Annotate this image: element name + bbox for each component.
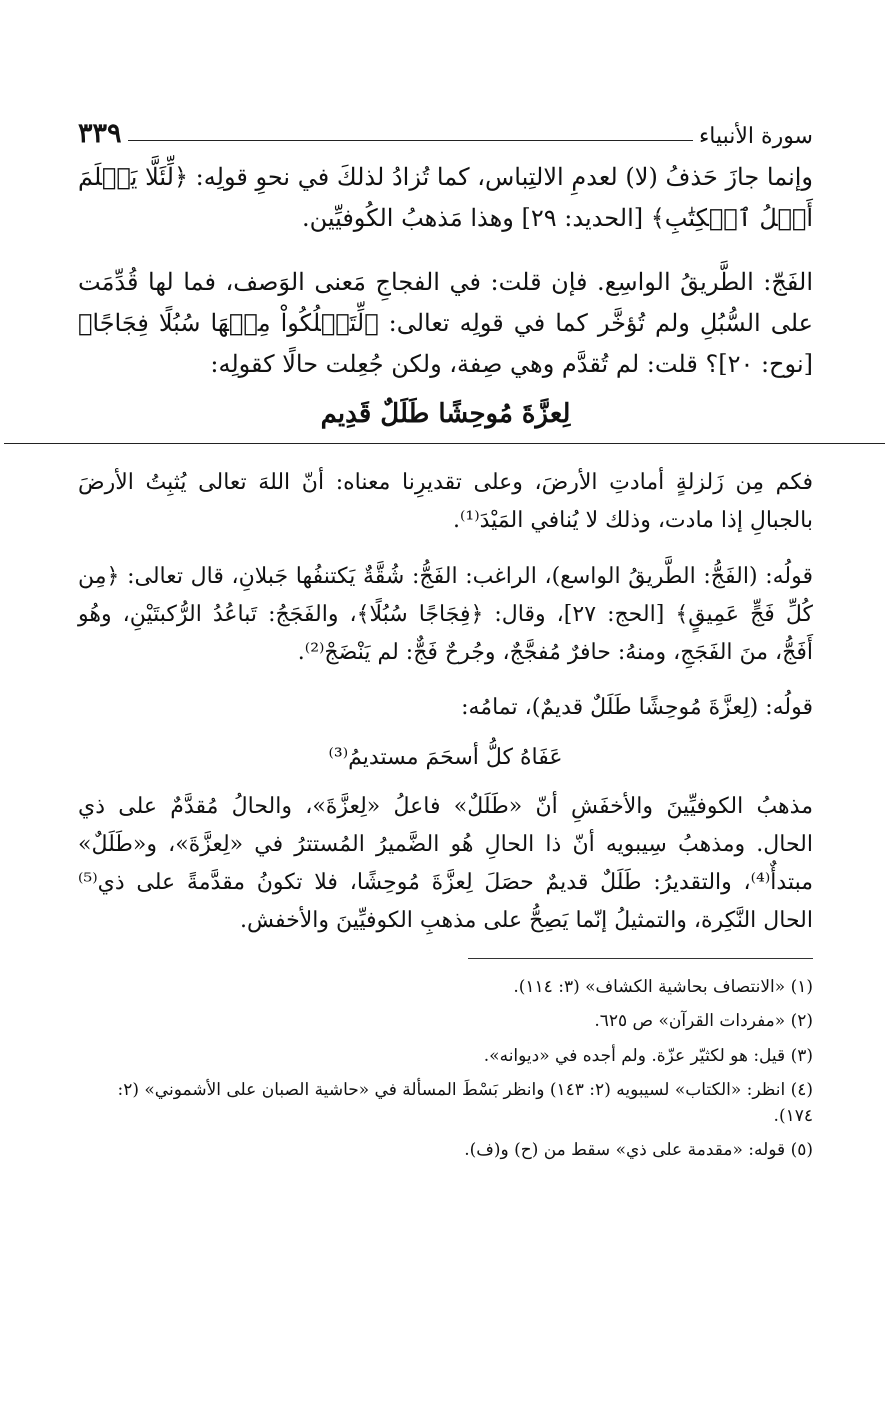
header-rule — [128, 140, 693, 141]
book-page — [78, 105, 813, 1173]
surah-title: سورة الأنبياء — [698, 124, 813, 149]
footnote: (٢) «مفردات القرآن» ص ٦٢٥. — [594, 1011, 813, 1032]
poetry-verse: لِعزَّةَ مُوحِشًا طَلَلٌ قَدِيم — [320, 399, 571, 430]
page-number: ٣٣٩ — [78, 118, 122, 149]
main-text — [78, 157, 813, 429]
footnote: (٣) قيل: هو لكثيّر عزّة. ولم أجده في «ديوانه». — [483, 1045, 813, 1066]
commentary-paragraph: قولُه: (لِعزَّةَ مُوحِشًا طَلَلٌ قديمٌ)، تمامُه: — [461, 695, 813, 721]
commentary-paragraph: قولُه: (الفَجُّ: الطَّريقُ الواسع)، الراغب: الفَجُّ: شُقَّةٌ يَكتنفُها جَبلانِ، قال تعالى: ﴿مِن كُلِّ فَجٍّ عَمِيقٍ﴾ [الحج: ٢٧]، وقال: ﴿فِجَاجًا سُبُلًا﴾، والفَجَجُ: تَباعُدُ الرُّكبتَيْنِ، وهُو أَفَجُّ، منَ الفَجَجِ، ومنهُ: حافرٌ مُفجَّجٌ، وجُرحٌ فَجٌّ: لم يَنْضَجْ⁽²⁾. — [78, 563, 813, 665]
footnote-rule — [468, 958, 813, 959]
footnotes — [78, 975, 813, 1164]
section-divider — [4, 443, 885, 444]
commentary-paragraph: فكم مِن زَلزلةٍ أمادتِ الأرضَ، وعلى تقديرِنا معناه: أنّ اللهَ تعالى يُثبِتُ الأرضَ بالجبالِ إذا مادت، وذلك لا يُنافي المَيْدَ⁽¹⁾. — [78, 470, 813, 534]
footnote: (١) «الانتصاف بحاشية الكشاف» (٣: ١١٤). — [513, 976, 813, 997]
main-paragraph: الفَجّ: الطَّريقُ الواسِع. فإن قلت: في الفجاجِ مَعنى الوَصف، فما لها قُدِّمَت على السُّبُلِ ولم تُؤخَّر كما في قولِه تعالى: ﴿لِّتَسۡلُكُواْ مِنۡهَا سُبُلًا فِجَاجًا﴾ [نوح: ٢٠]؟ قلت: لم تُقدَّم وهي صِفة، ولكن جُعِلت حالًا كقولِه: — [78, 267, 813, 379]
main-paragraph: وإنما جازَ حَذفُ (لا) لعدمِ الالتِباس، كما تُزادُ لذلكَ في نحوِ قولِه: ﴿لِّئَلَّا يَعۡلَمَ أَهۡلُ ٱلۡكِتَٰبِ﴾ [الحديد: ٢٩] وهذا مَذهبُ الكُوفيِّين. — [78, 163, 814, 233]
page-header — [78, 105, 813, 149]
footnote: (٥) قوله: «مقدمة على ذي» سقط من (ح) و(ف). — [464, 1140, 813, 1161]
footnote: (٤) انظر: «الكتاب» لسيبويه (٢: ١٤٣) وانظر بَسْطَ المسألة في «حاشية الصبان على الأشموني» (٢: ١٧٤). — [117, 1080, 813, 1126]
commentary-paragraph: مذهبُ الكوفيِّينَ والأخفَشِ أنّ «طَلَلٌ» فاعلُ «لِعزَّةَ»، والحالُ مُقدَّمٌ على ذي الحال. ومذهبُ سِيبويه أنّ ذا الحالِ هُو الضَّميرُ المُستترُ في «لِعزَّةَ»، و«طَلَلٌ» مبتدأٌ⁽⁴⁾، والتقديرُ: طَلَلٌ قديمٌ حصَلَ لِعزَّةَ مُوحِشًا، فلا تكونُ مقدَّمةً على ذي⁽⁵⁾ الحال النَّكِرة، والتمثيلُ إنّما يَصِحُّ على مذهبِ الكوفيِّينَ والأخفش. — [78, 794, 813, 933]
commentary-text — [78, 464, 813, 939]
poem-line: عَفَاهُ كلُّ أسحَمَ مستديمُ⁽³⁾ — [328, 745, 563, 771]
